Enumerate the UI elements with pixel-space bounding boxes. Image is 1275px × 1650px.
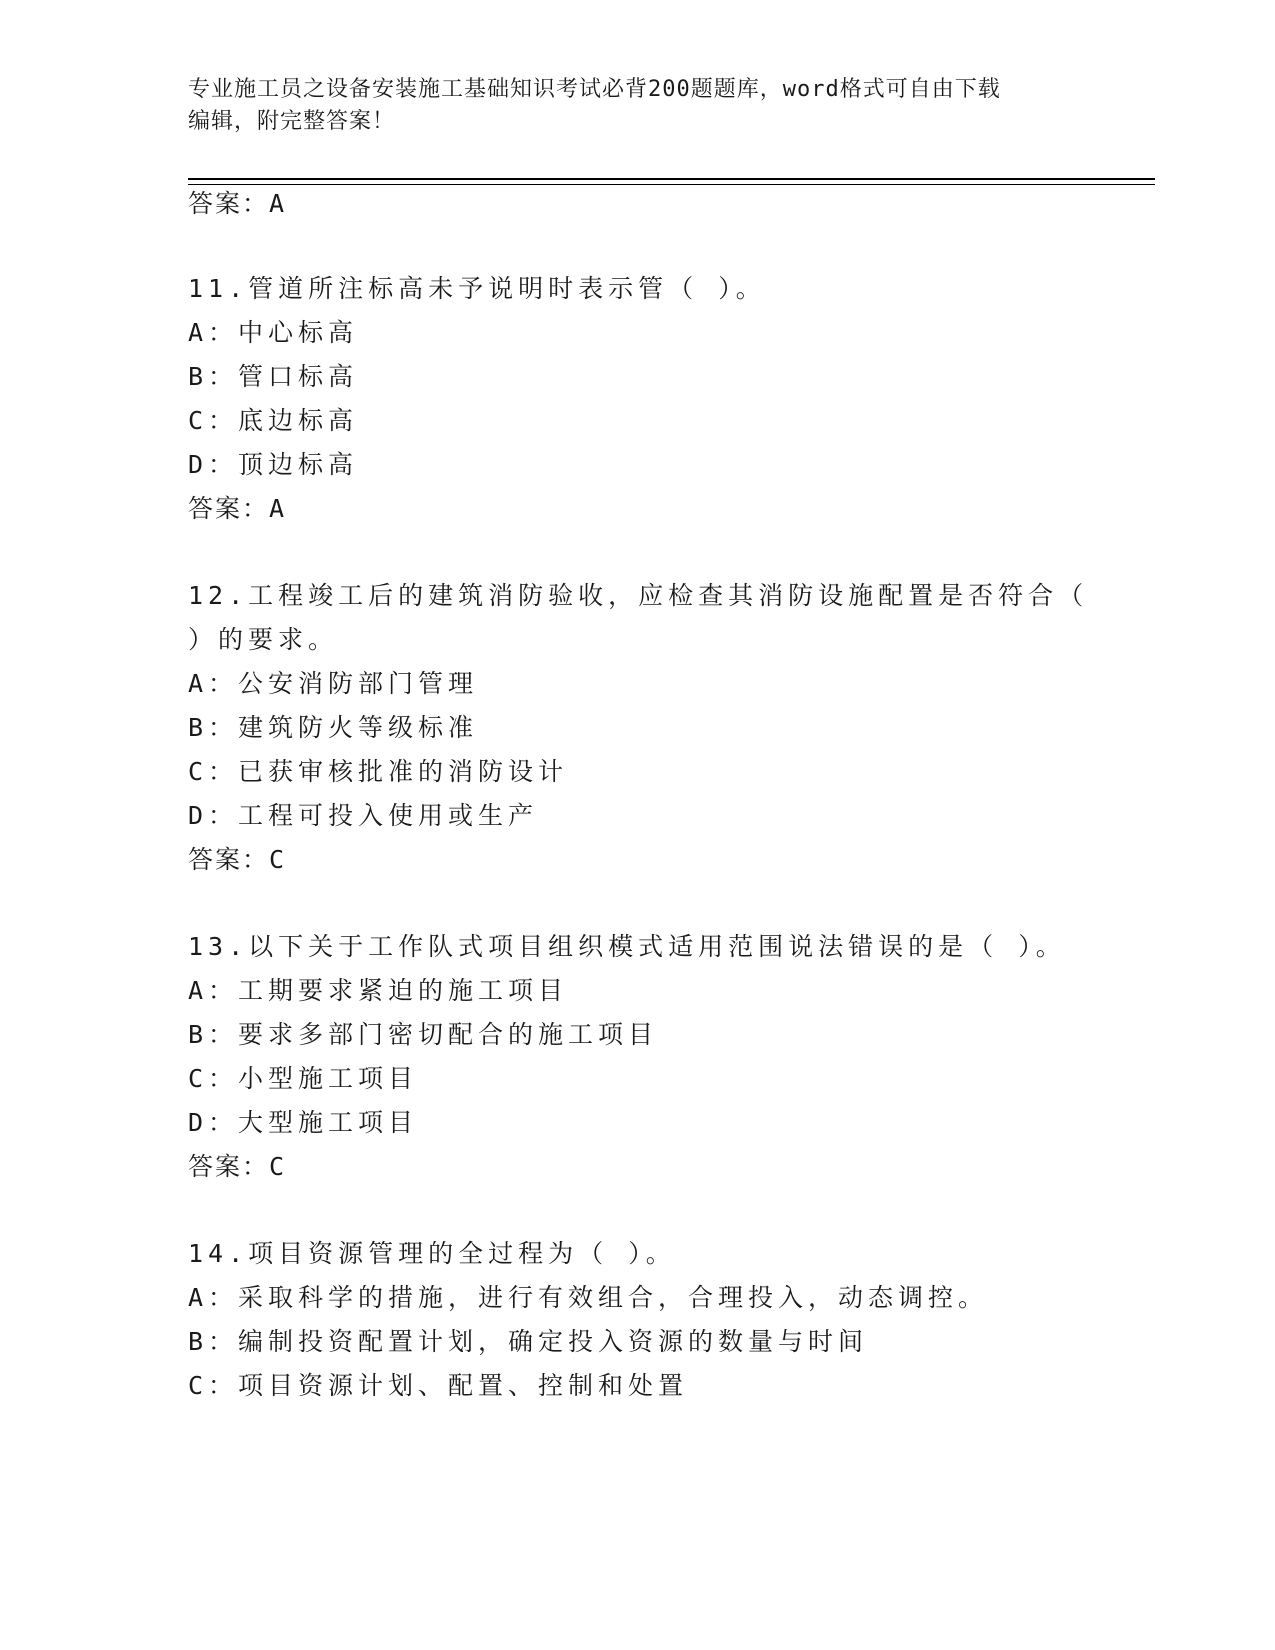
header-line-1: 专业施工员之设备安装施工基础知识考试必背200题题库，word格式可自由下载 [188,77,1001,102]
question-12-answer: 答案：C [188,845,287,874]
question-13-option-c: C：小型施工项目 [188,1064,419,1093]
document-header [188,74,1068,138]
question-12-stem-line-2: ）的要求。 [188,625,339,654]
header-divider-thin [188,184,1155,185]
question-14-option-b: B：编制投资配置计划，确定投入资源的数量与时间 [188,1327,869,1356]
question-11-option-d: D：顶边标高 [188,450,359,479]
question-13-option-b: B：要求多部门密切配合的施工项目 [188,1020,659,1049]
header-line-2: 编辑，附完整答案！ [188,109,396,134]
question-13-answer: 答案：C [188,1152,287,1181]
question-11-option-a: A：中心标高 [188,318,359,347]
question-14-stem: 14.项目资源管理的全过程为（ ）。 [188,1239,676,1268]
question-12-option-d: D：工程可投入使用或生产 [188,801,539,830]
question-12-stem-line-1: 12.工程竣工后的建筑消防验收，应检查其消防设施配置是否符合（ [188,581,1089,610]
question-11-option-c: C：底边标高 [188,406,359,435]
question-11-stem: 11.管道所注标高未予说明时表示管（ ）。 [188,274,766,303]
question-13-option-d: D：大型施工项目 [188,1108,419,1137]
answer-line: 答案：A [188,189,287,218]
question-12-option-c: C：已获审核批准的消防设计 [188,757,569,786]
question-11-option-b: B：管口标高 [188,362,359,391]
header-divider-thick [188,178,1155,180]
question-13-stem: 13.以下关于工作队式项目组织模式适用范围说法错误的是（ ）。 [188,932,1066,961]
question-11-answer: 答案：A [188,494,287,523]
question-13-option-a: A：工期要求紧迫的施工项目 [188,976,569,1005]
question-12-option-b: B：建筑防火等级标准 [188,713,479,742]
question-14-option-c: C：项目资源计划、配置、控制和处置 [188,1371,689,1400]
question-14-option-a: A：采取科学的措施，进行有效组合，合理投入，动态调控。 [188,1283,989,1312]
question-12-option-a: A：公安消防部门管理 [188,669,479,698]
